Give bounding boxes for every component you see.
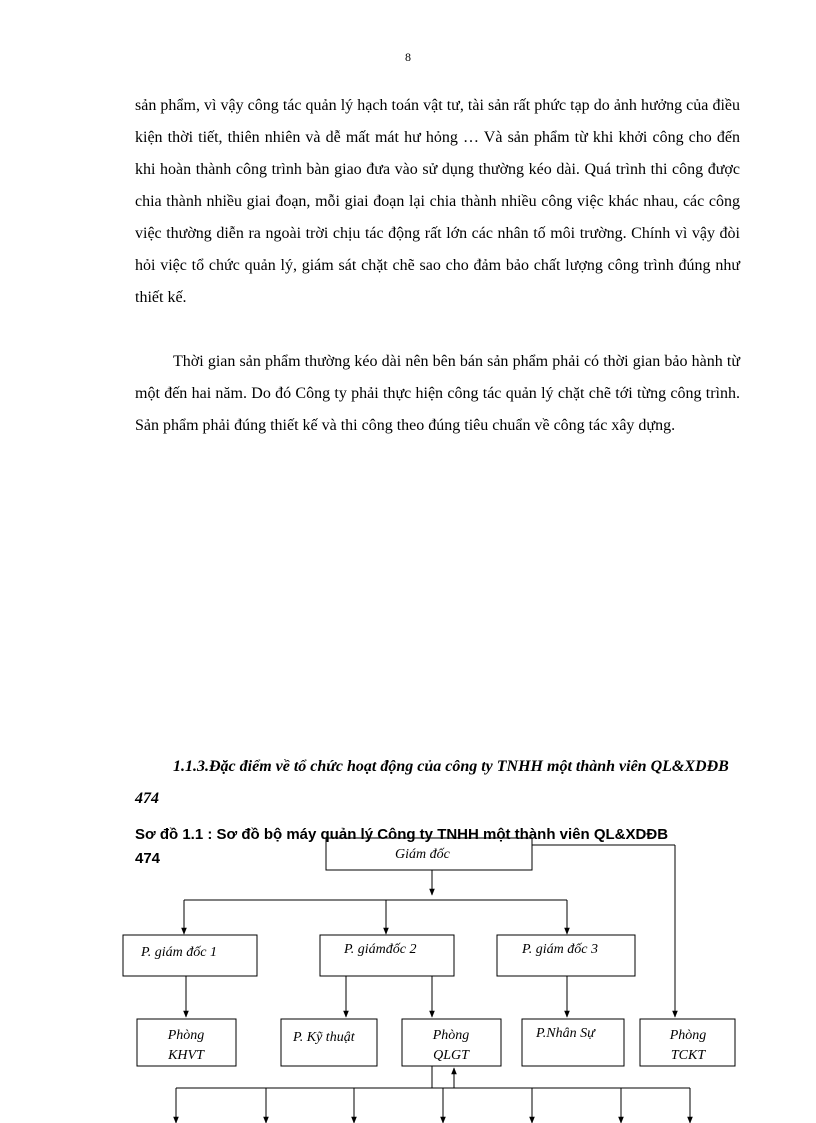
body-paragraph-2: Thời gian sản phẩm thường kéo dài nên bên bán sản phẩm phải có thời gian bảo hành từ một đến hai năm. Do đó Công ty phải thực hiện công tác quản lý chặt chẽ tới từng công trình. Sản phẩm phải đúng thiết kế và thi công theo đúng tiêu chuẩn về công tác xây dựng. [135, 353, 740, 434]
page-number: 8 [405, 50, 411, 64]
dept-tckt-label-2: TCKT [670, 1048, 706, 1063]
dept-qlgt-label-2: QLGT [433, 1048, 469, 1063]
deputy-1-label: P. giám đốc 1 [141, 945, 217, 960]
dept-khvt-label-2: KHVT [168, 1048, 204, 1063]
deputy-2-label: P. giámđốc 2 [344, 942, 417, 957]
dept-tckt-label-1: Phòng [669, 1028, 707, 1043]
dept-nhansu-label: P.Nhân Sự [536, 1026, 595, 1041]
diagram-caption: Sơ đồ 1.1 : Sơ đồ bộ máy quản lý Công ty TNHH một thành viên QL&XDĐB 474 [135, 826, 669, 867]
dept-kythuat-label: P. Kỹ thuật [293, 1030, 355, 1045]
dept-khvt-label-1: Phòng [167, 1028, 205, 1043]
dept-qlgt-label-1: Phòng [432, 1028, 470, 1043]
body-paragraph-1: sản phẩm, vì vậy công tác quản lý hạch toán vật tư, tài sản rất phức tạp do ảnh hưởng của điều kiện thời tiết, thiên nhiên và dễ mất mát hư hỏng … Và sản phẩm từ khi khởi công cho đến khi hoàn thành công trình bàn giao đưa vào sử dụng thường kéo dài. Quá trình thi công được chia thành nhiều giai đoạn, mỗi giai đoạn lại chia thành nhiều công việc khác nhau, các công việc thường diễn ra ngoài trời chịu tác động rất lớn các nhân tố môi trường. Chính vì vậy đòi hỏi việc tổ chức quản lý, giám sát chặt chẽ sao cho đảm bảo chất lượng công trình đúng như thiết kế. [135, 97, 740, 306]
deputy-3-label: P. giám đốc 3 [522, 942, 598, 957]
section-heading: 1.1.3.Đặc điểm về tổ chức hoạt động của công ty TNHH một thành viên QL&XDĐB 474 [135, 758, 729, 807]
director-label: Giám đốc [395, 847, 450, 862]
